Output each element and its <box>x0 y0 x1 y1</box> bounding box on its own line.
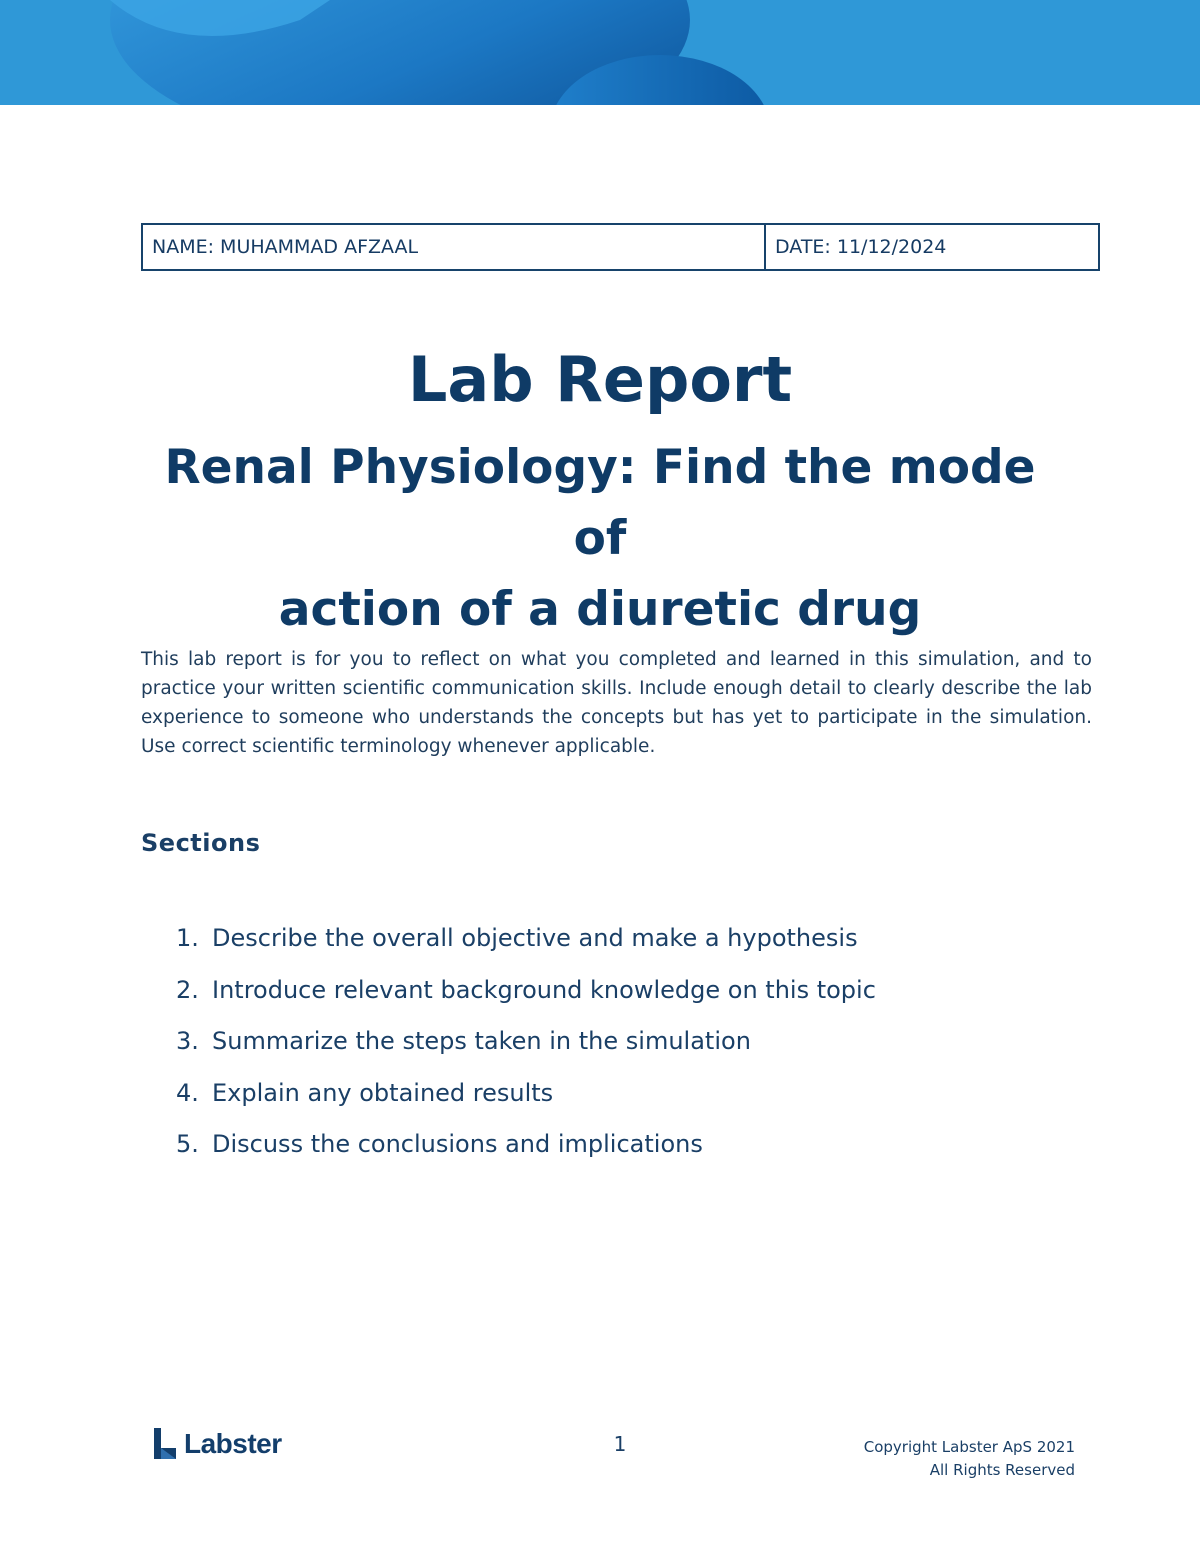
sections-list <box>176 913 1076 1171</box>
labster-logo-icon <box>152 1428 178 1460</box>
labster-logo <box>152 1426 282 1462</box>
subtitle-line-1: Renal Physiology: Find the mode of <box>164 440 1036 566</box>
header-banner <box>0 0 1200 105</box>
name-field[interactable]: NAME: MUHAMMAD AFZAAL <box>142 224 765 270</box>
copyright-line-1: Copyright Labster ApS 2021 <box>863 1438 1075 1456</box>
copyright-notice <box>864 1436 1075 1482</box>
list-item-number: 4. <box>176 1078 199 1107</box>
date-field[interactable]: DATE: 11/12/2024 <box>765 224 1099 270</box>
list-item <box>176 1119 1076 1171</box>
list-item-text: Explain any obtained results <box>212 1078 554 1107</box>
page-subtitle <box>130 432 1070 645</box>
list-item-text: Introduce relevant background knowledge on this topic <box>212 975 876 1004</box>
list-item <box>176 965 1076 1017</box>
list-item <box>176 913 1076 965</box>
list-item <box>176 1016 1076 1068</box>
list-item-number: 5. <box>176 1130 199 1158</box>
copyright-line-2: All Rights Reserved <box>929 1461 1075 1479</box>
sections-heading: Sections <box>141 829 261 857</box>
page-number: 1 <box>613 1432 627 1456</box>
subtitle-line-2: action of a diuretic drug <box>278 582 922 637</box>
list-item-text: Discuss the conclusions and implications <box>212 1130 703 1158</box>
list-item-number: 1. <box>176 924 199 952</box>
labster-logo-text: Labster <box>184 1428 282 1459</box>
list-item-text: Summarize the steps taken in the simulation <box>212 1027 751 1055</box>
intro-paragraph: This lab report is for you to reflect on what you completed and learned in this simulation, and to practice your written scientific communication skills. Include enough detail to clearly describe the lab experience to someone who understands the concepts but has yet to participate in the simulation. Use correct scientific terminology whenever applicable. <box>141 649 1092 757</box>
list-item-text: Describe the overall objective and make a hypothesis <box>212 924 858 952</box>
list-item <box>176 1068 1076 1120</box>
list-item-number: 3. <box>176 1027 199 1055</box>
banner-graphic <box>0 0 1200 105</box>
page-title: Lab Report <box>407 343 793 416</box>
list-item-number: 2. <box>176 975 199 1004</box>
student-info-table <box>141 223 1100 271</box>
